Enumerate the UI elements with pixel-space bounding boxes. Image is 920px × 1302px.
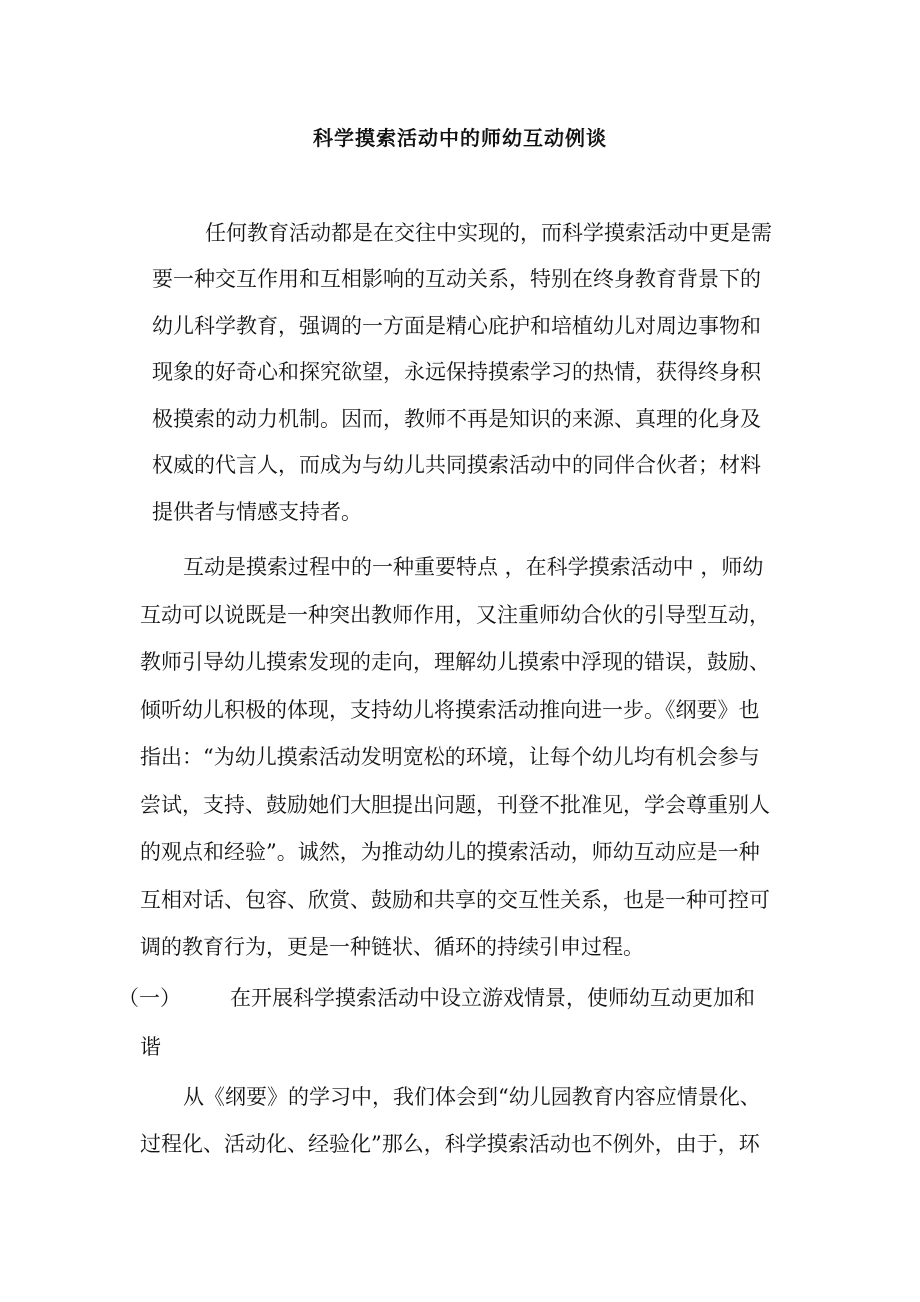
paragraph-1-line-2: 要一种交互作用和互相影响的互动关系，特别在终身教育背景下的 (152, 267, 761, 291)
paragraph-2-line-7: 的观点和经验”。诚然，为推动幼儿的摸索活动，师幼互动应是一种 (140, 840, 760, 864)
paragraph-3-line-1: 从《纲要》的学习中，我们体会到“幼儿园教育内容应情景化、 (183, 1085, 761, 1109)
paragraph-2-line-1: 互动是摸索过程中的一种重要特点 ，在科学摸索活动中 ，师幼 (183, 555, 764, 579)
section-number: （一） (118, 986, 181, 1010)
paragraph-2-line-6: 尝试，支持、鼓励她们大胆提出问题，刊登不批准见，学会尊重别人 (140, 793, 770, 817)
paragraph-2-line-8: 互相对话、包容、欣赏、鼓励和共享的交互性关系，也是一种可控可 (140, 888, 770, 912)
paragraph-1-line-5: 极摸索的动力机制。因而，教师不再是知识的来源、真理的化身及 (152, 407, 761, 431)
page-title: 科学摸索活动中的师幼互动例谈 (313, 126, 607, 150)
paragraph-1-line-4: 现象的好奇心和探究欲望，永远保持摸索学习的热情，获得终身积 (152, 360, 761, 384)
paragraph-1-line-7: 提供者与情感支持者。 (152, 500, 362, 524)
section-heading-line-1: 在开展科学摸索活动中设立游戏情景，使师幼互动更加和 (230, 986, 755, 1010)
paragraph-1-line-3: 幼儿科学教育，强调的一方面是精心庇护和培植幼儿对周边事物和 (152, 314, 761, 338)
section-heading-line-2: 谐 (140, 1035, 161, 1059)
paragraph-2-line-5: 指出：“为幼儿摸索活动发明宽松的环境，让每个幼儿均有机会参与 (140, 745, 760, 769)
paragraph-2-line-3: 教师引导幼儿摸索发现的走向，理解幼儿摸索中浮现的错误，鼓励、 (140, 650, 770, 674)
paragraph-2-line-9: 调的教育行为，更是一种链状、循环的持续引申过程。 (140, 935, 644, 959)
paragraph-2-line-2: 互动可以说既是一种突出教师作用，又注重师幼合伙的引导型互动， (140, 603, 770, 627)
paragraph-2-line-4: 倾听幼儿积极的体现，支持幼儿将摸索活动推向进一步。《纲要》也 (140, 698, 760, 722)
paragraph-1-line-1: 任何教育活动都是在交往中实现的，而科学摸索活动中更是需 (205, 221, 772, 245)
paragraph-3-line-2: 过程化、活动化、经验化”那么，科学摸索活动也不例外，由于，环 (140, 1132, 760, 1156)
paragraph-1-line-6: 权威的代言人，而成为与幼儿共同摸索活动中的同伴合伙者；材料 (152, 453, 761, 477)
